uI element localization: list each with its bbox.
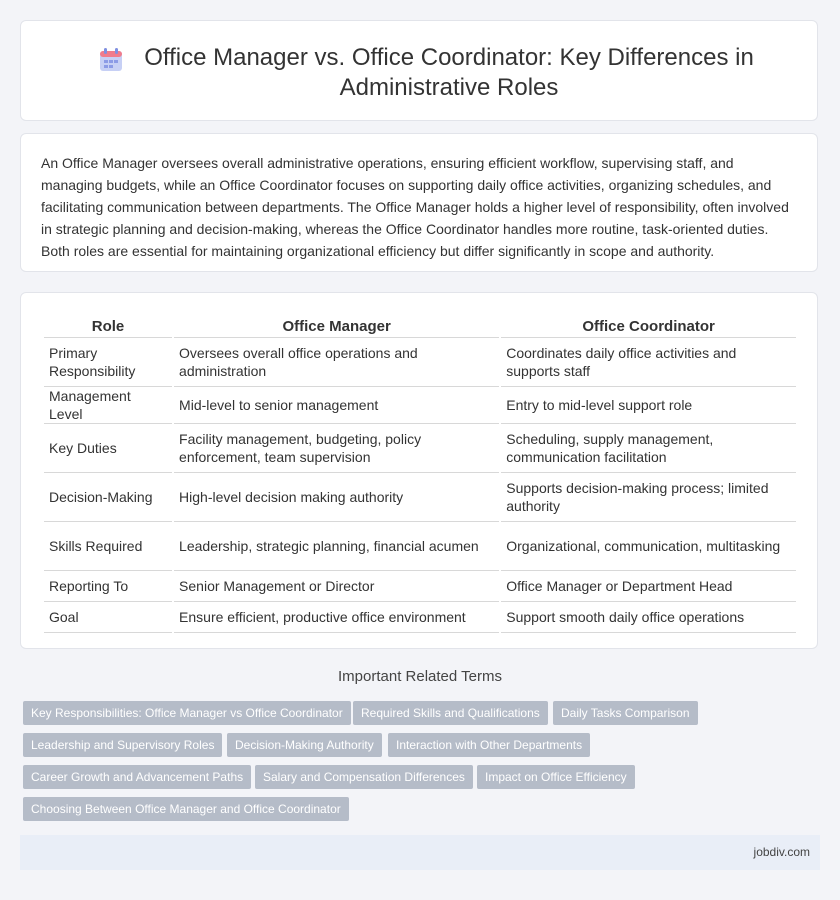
intro-paragraph: An Office Manager oversees overall administrative operations, ensuring efficient workflow, supervising staff, and managing budgets, while an Office Coordinator focuses on supporting daily office activities, organizing schedules, and facilitating communication between departments. The Office Manager holds a higher level of responsibility, often involved in strategic planning and decision-making, whereas the Office Coordinator handles more routine, task-oriented duties. Both roles are essential for maintaining organizational efficiency but differ significantly in scope and authority. <box>41 155 789 259</box>
table-header: Role <box>44 315 172 338</box>
table-header: Office Coordinator <box>501 315 796 338</box>
table-header: Office Manager <box>174 315 499 338</box>
table-cell: Key Duties <box>44 424 172 473</box>
table-cell: High-level decision making authority <box>174 473 499 522</box>
table-cell: Ensure efficient, productive office environment <box>174 602 499 633</box>
table-cell: Entry to mid-level support role <box>501 387 796 424</box>
table-header-row <box>44 315 796 338</box>
related-term-tag[interactable]: Choosing Between Office Manager and Office Coordinator <box>23 797 349 821</box>
comparison-table <box>42 315 798 633</box>
table-cell: Decision-Making <box>44 473 172 522</box>
related-term-tag[interactable]: Career Growth and Advancement Paths <box>23 765 251 789</box>
header-card <box>20 20 818 121</box>
table-row <box>44 473 796 522</box>
table-cell: Primary Responsibility <box>44 338 172 387</box>
table-cell: Mid-level to senior management <box>174 387 499 424</box>
comparison-table-card <box>20 292 818 649</box>
table-row <box>44 424 796 473</box>
table-row <box>44 602 796 633</box>
related-term-tag[interactable]: Leadership and Supervisory Roles <box>23 733 222 757</box>
table-cell: Scheduling, supply management, communication facilitation <box>501 424 796 473</box>
related-term-tag[interactable]: Decision-Making Authority <box>227 733 382 757</box>
table-cell: Coordinates daily office activities and supports staff <box>501 338 796 387</box>
footer <box>20 835 820 870</box>
table-cell: Management Level <box>44 387 172 424</box>
table-cell: Organizational, communication, multitasking <box>501 522 796 571</box>
table-cell: Support smooth daily office operations <box>501 602 796 633</box>
table-row <box>44 387 796 424</box>
table-row <box>44 571 796 602</box>
intro-card <box>20 133 818 272</box>
related-term-tag[interactable]: Key Responsibilities: Office Manager vs Office Coordinator <box>23 701 351 725</box>
table-cell: Reporting To <box>44 571 172 602</box>
table-row <box>44 338 796 387</box>
table-cell: Senior Management or Director <box>174 571 499 602</box>
table-cell: Oversees overall office operations and administration <box>174 338 499 387</box>
related-term-tag[interactable]: Required Skills and Qualifications <box>353 701 548 725</box>
table-cell: Leadership, strategic planning, financial acumen <box>174 522 499 571</box>
table-cell: Facility management, budgeting, policy enforcement, team supervision <box>174 424 499 473</box>
related-terms-title: Important Related Terms <box>338 668 502 685</box>
related-term-tag[interactable]: Salary and Compensation Differences <box>255 765 473 789</box>
table-cell: Office Manager or Department Head <box>501 571 796 602</box>
site-name[interactable]: jobdiv.com <box>753 845 810 859</box>
page-title: Office Manager vs. Office Coordinator: Key Differences in Administrative Roles <box>144 44 754 101</box>
related-term-tag[interactable]: Daily Tasks Comparison <box>553 701 698 725</box>
table-cell: Goal <box>44 602 172 633</box>
related-term-tag[interactable]: Interaction with Other Departments <box>388 733 590 757</box>
related-term-tag[interactable]: Impact on Office Efficiency <box>477 765 635 789</box>
table-row <box>44 522 796 571</box>
table-cell: Supports decision-making process; limited authority <box>501 473 796 522</box>
table-cell: Skills Required <box>44 522 172 571</box>
